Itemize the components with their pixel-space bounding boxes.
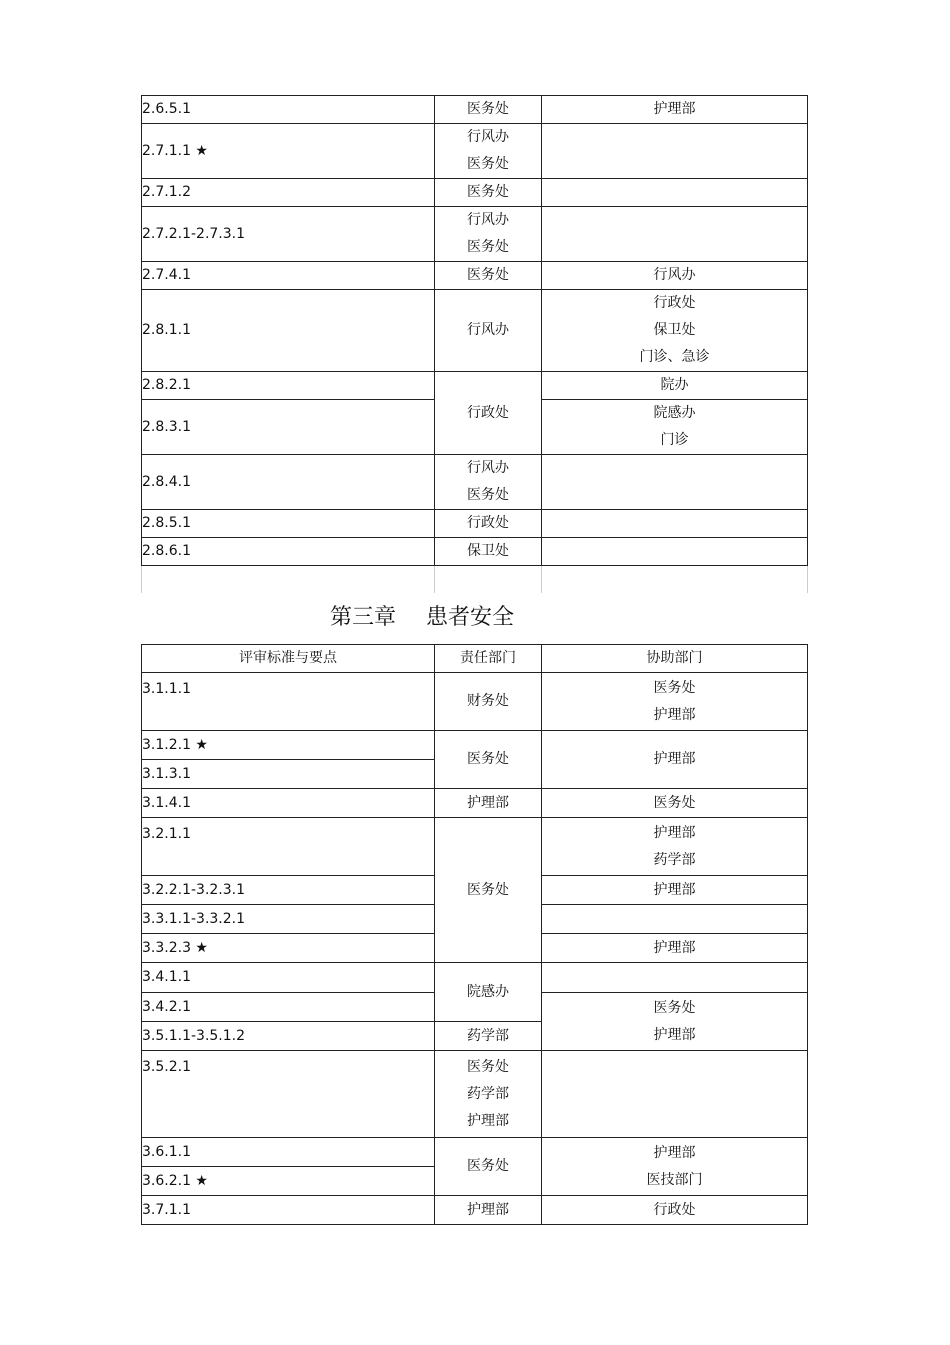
standard-code: 3.1.4.1 [142, 789, 435, 818]
standard-code: 3.5.2.1 [142, 1051, 435, 1138]
responsible-dept: 医务处 药学部 护理部 [435, 1051, 542, 1138]
responsible-dept: 院感办 [435, 963, 542, 1022]
header-assisting: 协助部门 [542, 645, 808, 673]
chapter-number: 第三章 [330, 605, 397, 630]
table-row [142, 673, 808, 731]
table-row [142, 538, 808, 566]
empty-cell [435, 566, 542, 593]
responsible-dept: 医务处 [435, 818, 542, 963]
responsible-dept: 行政处 [435, 510, 542, 538]
table-row [142, 1196, 808, 1225]
responsible-dept: 护理部 [435, 789, 542, 818]
standard-code: 2.8.3.1 [142, 400, 435, 455]
responsible-dept: 行风办 [435, 290, 542, 372]
responsibility-table-chapter3 [141, 644, 808, 1225]
assisting-dept [542, 1051, 808, 1138]
table-row [142, 124, 808, 179]
responsible-dept: 行风办 医务处 [435, 455, 542, 510]
standard-code: 2.6.5.1 [142, 96, 435, 124]
assisting-dept: 护理部 药学部 [542, 818, 808, 876]
table-row [142, 789, 808, 818]
assisting-dept [542, 179, 808, 207]
standard-code: 3.6.1.1 [142, 1138, 435, 1167]
table-row [142, 818, 808, 876]
assisting-dept: 护理部 [542, 96, 808, 124]
table-row [142, 455, 808, 510]
table-row-empty [142, 566, 808, 593]
standard-code: 3.6.2.1 ★ [142, 1167, 435, 1196]
responsible-dept: 行政处 [435, 372, 542, 455]
assisting-dept [542, 124, 808, 179]
assisting-dept: 护理部 [542, 934, 808, 963]
responsibility-table-chapter2 [141, 95, 808, 593]
standard-code: 3.3.1.1-3.3.2.1 [142, 905, 435, 934]
standard-code: 3.7.1.1 [142, 1196, 435, 1225]
assisting-dept: 行政处 [542, 1196, 808, 1225]
assisting-dept [542, 207, 808, 262]
assisting-dept: 行政处 保卫处 门诊、急诊 [542, 290, 808, 372]
table-row [142, 510, 808, 538]
responsible-dept: 护理部 [435, 1196, 542, 1225]
table-row [142, 731, 808, 760]
assisting-dept: 护理部 医技部门 [542, 1138, 808, 1196]
responsible-dept: 医务处 [435, 731, 542, 789]
responsible-dept: 医务处 [435, 1138, 542, 1196]
standard-code: 3.3.2.3 ★ [142, 934, 435, 963]
standard-code: 2.8.2.1 [142, 372, 435, 400]
assisting-dept [542, 963, 808, 993]
standard-code: 3.2.1.1 [142, 818, 435, 876]
table-row [142, 96, 808, 124]
responsible-dept: 财务处 [435, 673, 542, 731]
table-row [142, 372, 808, 400]
standard-code: 2.8.6.1 [142, 538, 435, 566]
responsible-dept: 医务处 [435, 96, 542, 124]
table-row [142, 262, 808, 290]
assisting-dept: 护理部 [542, 731, 808, 789]
standard-code: 3.4.2.1 [142, 993, 435, 1022]
chapter-title: 患者安全 [426, 605, 515, 630]
assisting-dept: 护理部 [542, 876, 808, 905]
standard-code: 3.4.1.1 [142, 963, 435, 993]
assisting-dept: 行风办 [542, 262, 808, 290]
standard-code: 2.7.1.1 ★ [142, 124, 435, 179]
header-responsible: 责任部门 [435, 645, 542, 673]
standard-code: 2.7.1.2 [142, 179, 435, 207]
assisting-dept: 院办 [542, 372, 808, 400]
standard-code: 3.5.1.1-3.5.1.2 [142, 1022, 435, 1051]
standard-code: 3.2.2.1-3.2.3.1 [142, 876, 435, 905]
assisting-dept [542, 538, 808, 566]
assisting-dept: 医务处 护理部 [542, 993, 808, 1051]
standard-code: 2.7.4.1 [142, 262, 435, 290]
table-row [142, 963, 808, 993]
standard-code: 2.8.1.1 [142, 290, 435, 372]
standard-code: 3.1.2.1 ★ [142, 731, 435, 760]
standard-code: 2.8.5.1 [142, 510, 435, 538]
standard-code: 3.1.1.1 [142, 673, 435, 731]
table-header-row [142, 645, 808, 673]
responsible-dept: 行风办 医务处 [435, 124, 542, 179]
responsible-dept: 医务处 [435, 262, 542, 290]
assisting-dept [542, 905, 808, 934]
responsible-dept: 药学部 [435, 1022, 542, 1051]
responsible-dept: 保卫处 [435, 538, 542, 566]
table-row [142, 1051, 808, 1138]
assisting-dept: 医务处 护理部 [542, 673, 808, 731]
header-standard: 评审标准与要点 [142, 645, 435, 673]
empty-cell [542, 566, 808, 593]
assisting-dept: 院感办 门诊 [542, 400, 808, 455]
table-row [142, 290, 808, 372]
assisting-dept: 医务处 [542, 789, 808, 818]
table-row [142, 1138, 808, 1167]
empty-cell [142, 566, 435, 593]
assisting-dept [542, 455, 808, 510]
table-row [142, 207, 808, 262]
table-row [142, 179, 808, 207]
responsible-dept: 医务处 [435, 179, 542, 207]
standard-code: 2.7.2.1-2.7.3.1 [142, 207, 435, 262]
standard-code: 2.8.4.1 [142, 455, 435, 510]
standard-code: 3.1.3.1 [142, 760, 435, 789]
assisting-dept [542, 510, 808, 538]
responsible-dept: 行风办 医务处 [435, 207, 542, 262]
